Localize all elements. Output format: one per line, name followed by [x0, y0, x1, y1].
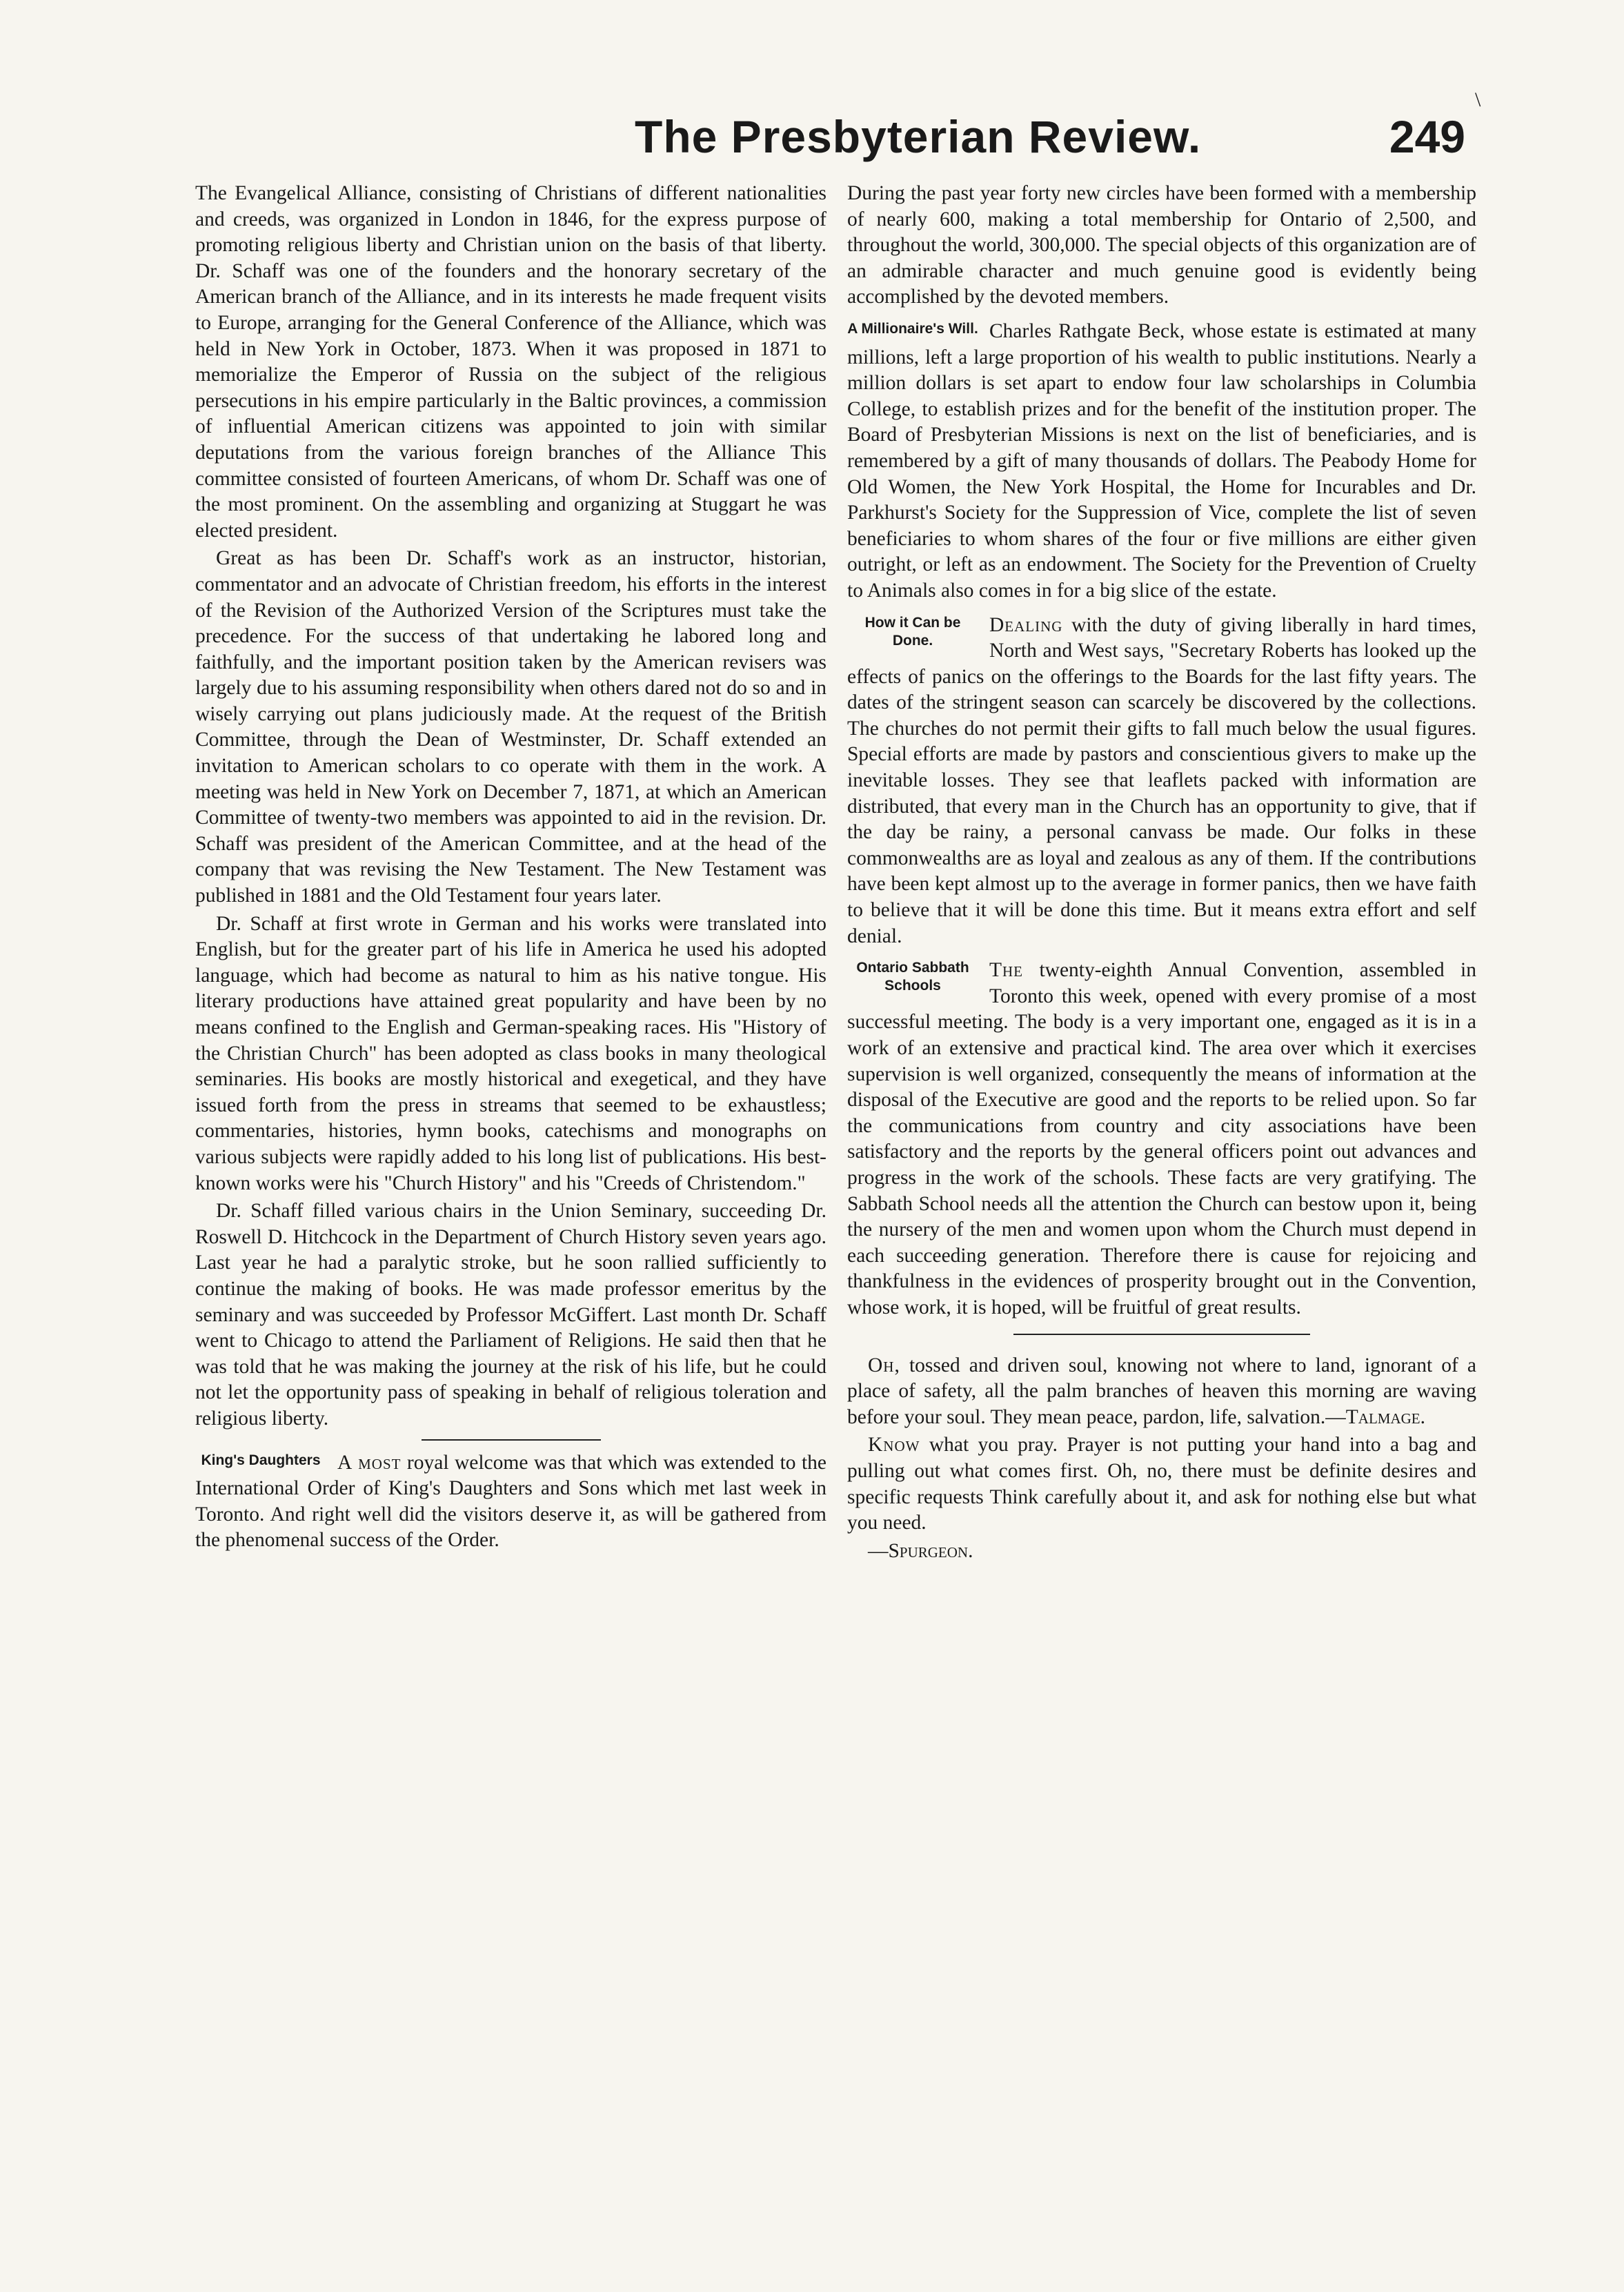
quote-body: what you pray. Prayer is not putting your hand into a bag and pulling out what comes first. Oh, no, there must be definite desires and specific requests Think carefully about it, and ask for nothing else but what you need. — [847, 1434, 1477, 1534]
millionaire-section — [847, 319, 1476, 604]
kings-daughters-section — [195, 1450, 826, 1554]
side-heading: A Millionaire's Will. — [847, 320, 978, 337]
right-column — [847, 181, 1476, 1566]
lead-words: The — [989, 959, 1024, 982]
sabbath-schools-section — [847, 958, 1476, 1321]
paragraph: Dr. Schaff filled various chairs in the Union Seminary, succeeding Dr. Roswell D. Hitchcock in the Department of Church History seven years ago. Last year he had a paralytic stroke, but he soon rallied sufficiently to continue the making of books. He was made professor emeritus by the seminary and was succeeded by Professor McGiffert. Last month Dr. Schaff went to Chicago to attend the Parliament of Religions. He said then that he was told that he was making the journey at the risk of his life, but he could not let the opportunity pass of speaking in behalf of religious toleration and religious liberty. — [195, 1200, 826, 1430]
quote-text — [847, 1432, 1476, 1536]
page-header — [186, 110, 1465, 172]
lead-words: Charles Rathgate Beck, — [989, 319, 1185, 342]
paragraph: During the past year forty new circles have been formed with a membership of nearly 600, making a total membership for Ontario of 2,500, and throughout the world, 300,000. The special objects of this organization are of an admirable character and much genuine good is evidently being accomplished by the devoted members. — [847, 182, 1476, 308]
side-heading: Ontario Sabbath Schools — [856, 960, 969, 994]
quote-author: —Spurgeon. — [868, 1539, 973, 1562]
quote-author: —Talmage. — [1325, 1405, 1426, 1428]
margin-mark: \ — [1475, 88, 1481, 111]
quote-text — [847, 1353, 1476, 1431]
side-heading: King's Daughters — [201, 1452, 321, 1468]
quotation — [847, 1432, 1476, 1564]
section-divider — [1013, 1334, 1310, 1335]
side-heading: How it Can be Done. — [864, 614, 961, 649]
quote-body: tossed and driven soul, knowing not where to land, ignorant of a place of safety, all the palm branches of heaven this morning are waving before your soul. They mean peace, pardon, life, salvation. — [847, 1354, 1477, 1428]
left-column — [195, 181, 826, 1556]
paragraph: Dr. Schaff at first wrote in German and his works were translated into English, but for the greater part of his life in America he used his adopted language, which had become as natural to him as his native tongue. His literary productions have attained great popularity and have been by no means confined to the English and German-speaking races. His "History of the Christian Church" has been adopted as class books in many theological seminaries. His books are mostly historical and exegetical, and they have issued forth from the press in streams that seemed to be exhaustless; commentaries, histories, hymn books, catechisms and monographs on various subjects were rapidly added to his long list of publications. His best-known works were his "Church History" and his "Creeds of Christendom." — [195, 912, 826, 1194]
section-divider — [422, 1439, 601, 1441]
section-body: whose estate is estimated at many millions, left a large proportion of his wealth to public institutions. Nearly a million dollars is set apart to endow four law scholarships in Columbia College, to establish prizes and for the benefit of the institution proper. The Board of Presbyterian Missions is next on the list of beneficiaries, and is remembered by a gift of many thousands of dollars. The Peabody Home for Old Women, the New York Hospital, the Home for Incurables and Dr. Parkhurst's Society for the Suppression of Vice, complete the list of seven beneficiaries to whom shares of the four or five millions are either given outright, or left as an endowment. The Society for the Prevention of Cruelty to Animals also comes in for a big slice of the estate. — [847, 319, 1477, 602]
how-it-can-be-done-section — [847, 613, 1476, 950]
running-title: The Presbyterian Review. — [635, 111, 1202, 162]
paragraph: Great as has been Dr. Schaff's work as an instructor, historian, commentator and an advocate of Christian freedom, his efforts in the interest of the Revision of the Authorized Version of the Scriptures must take the precedence. For the success of that undertaking he labored long and faithfully, and the important position taken by the American revisers was largely due to his assuming responsibility when others dared not do so and in wisely carrying out plans judiciously made. At the request of the British Committee, through the Dean of Westminster, Dr. Schaff extended an invitation to American scholars to co operate with them in the work. A meeting was held in New York on December 7, 1871, at which an American Committee of twenty-two members was appointed to aid in the revision. Dr. Schaff was president of the American Committee, and at the head of the company that was revising the New Testament. The New Testament was published in 1881 and the Old Testament four years later. — [195, 547, 826, 907]
page-number: 249 — [1389, 111, 1465, 162]
section-text — [847, 319, 1476, 604]
lead-words: A most — [337, 1451, 402, 1474]
section-text — [847, 958, 1476, 1321]
lead-words: Know — [868, 1434, 920, 1456]
section-body: with the duty of giving liberally in hard times, North and West says, "Secretary Roberts has looked up the effects of panics on the offerings to the Boards for the last fifty years. The dates of the stringent season can scarcely be discovered by the collections. The churches do not permit their gifts to fall much below the usual figures. Special efforts are made by pastors and conscientious givers to make up the inevitable losses. They see that leaflets packed with information are distributed, that every man in the Church has an opportunity to give, that if the day be rainy, a personal canvass be made. Our folks in these commonwealths are as loyal and zealous as any of them. If the contributions have been kept almost up to the average in former panics, then we have faith to believe that it will be done this time. But it means extra effort and self denial. — [847, 613, 1477, 947]
section-body: twenty-eighth Annual Convention, assembled in Toronto this week, opened with every promise of a most successful meeting. The body is a very important one, engaged as it is in a work of an extensive and practical kind. The area over which it exercises supervision is well organized, consequently the means of information at the disposal of the Executive are good and the reports to be relied upon. So far the communications from country and city associations have been satisfactory and the reports by the general officers point out advances and progress in the work of the schools. These facts are very gratifying. The Sabbath School needs all the attention the Church can bestow upon it, being the nursery of the men and women upon whom the Church must depend in each succeeding generation. Therefore there is cause for rejoicing and thankfulness in the evidences of prosperity brought out in the Convention, whose work, it is hoped, will be fruitful of great results. — [847, 959, 1477, 1318]
paragraph: The Evangelical Alliance, consisting of Christians of different nationalities and creeds, was organized in London in 1846, for the express purpose of promoting religious liberty and Christian union on the basis of that liberty. Dr. Schaff was one of the founders and the honorary secretary of the American branch of the Alliance, and in its interests he made frequent visits to Europe, arranging for the General Conference of the Alliance, which was held in New York in October, 1873. When it was proposed in 1871 to memorialize the Emperor of Russia on the subject of the religious persecutions in his empire particularly in the Baltic provinces, a commission of influential American citizens was appointed to join with similar deputations from the various foreign branches of the Alliance This committee consisted of fourteen Americans, of whom Dr. Schaff was one of the most prominent. On the assembling and organizing at Stuggart he was elected president. — [195, 182, 826, 542]
section-text — [847, 613, 1476, 950]
lead-words: Dealing — [989, 613, 1063, 636]
lead-words: Oh, — [868, 1354, 900, 1376]
section-body: royal welcome was that which was extended to the International Order of King's Daughters and Sons which met last week in Toronto. And right well did the visitors deserve it, as will be gathered from the phenomenal success of the Order. — [195, 1451, 827, 1552]
quotation — [847, 1353, 1476, 1431]
